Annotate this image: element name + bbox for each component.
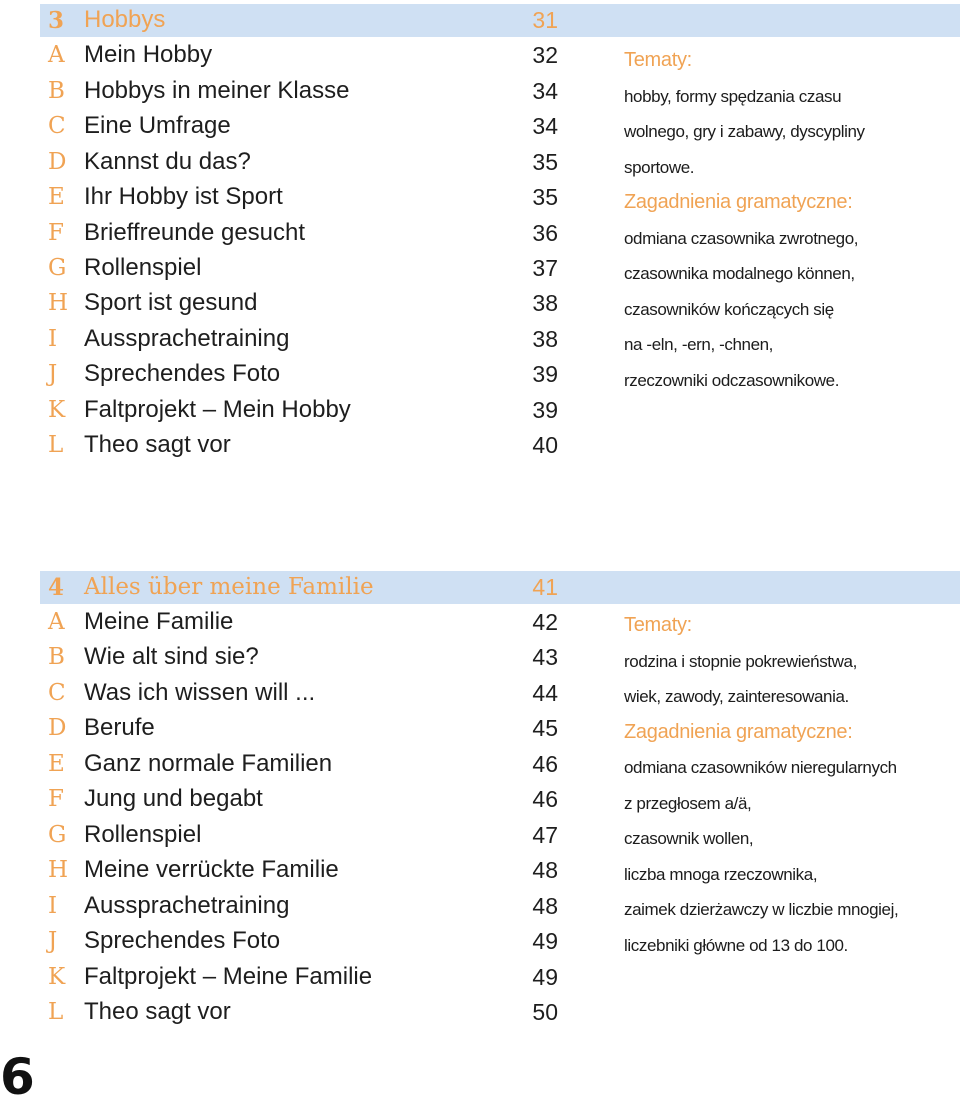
lesson-page: 44 bbox=[532, 679, 558, 706]
lesson-row bbox=[48, 38, 558, 72]
topics-heading: Tematy: bbox=[624, 614, 692, 636]
lesson-row bbox=[48, 924, 558, 958]
lesson-letter: C bbox=[48, 113, 66, 139]
lesson-row bbox=[48, 640, 558, 674]
chapter-page: 41 bbox=[532, 573, 558, 600]
lesson-page: 37 bbox=[532, 254, 558, 281]
lesson-page: 49 bbox=[532, 963, 558, 990]
chapter-3-header bbox=[48, 3, 558, 37]
grammar-heading: Zagadnienia gramatyczne: bbox=[624, 720, 853, 743]
grammar-line: odmiana czasownika zwrotnego, bbox=[624, 228, 859, 248]
lesson-row bbox=[48, 428, 558, 462]
lesson-title: Theo sagt vor bbox=[84, 998, 231, 1025]
lesson-title: Was ich wissen will ... bbox=[84, 679, 316, 706]
lesson-page: 46 bbox=[532, 785, 558, 812]
lesson-letter: C bbox=[48, 680, 66, 706]
lesson-page: 43 bbox=[532, 643, 558, 670]
lesson-letter: K bbox=[48, 964, 66, 990]
chapter-number: 4 bbox=[48, 573, 65, 601]
grammar-line: rzeczowniki odczasownikowe. bbox=[624, 370, 840, 390]
lesson-title: Mein Hobby bbox=[84, 41, 213, 68]
chapter-number: 3 bbox=[48, 6, 65, 34]
topics-line: wiek, zawody, zainteresowania. bbox=[624, 687, 849, 706]
lesson-row bbox=[48, 960, 558, 994]
lesson-page: 34 bbox=[532, 77, 558, 104]
lesson-row bbox=[48, 995, 558, 1029]
lesson-page: 45 bbox=[532, 714, 558, 741]
grammar-line: liczebniki główne od 13 do 100. bbox=[624, 935, 848, 955]
lesson-letter: L bbox=[48, 432, 64, 458]
lesson-row bbox=[48, 747, 558, 781]
lesson-row bbox=[48, 74, 558, 108]
lesson-letter: H bbox=[48, 857, 69, 883]
lesson-page: 46 bbox=[532, 750, 558, 777]
topics-line: rodzina i stopnie pokrewieństwa, bbox=[624, 651, 857, 671]
lesson-letter: H bbox=[48, 290, 69, 316]
lesson-row bbox=[48, 216, 558, 250]
chapter-title: Alles über meine Familie bbox=[84, 574, 374, 600]
lesson-title: Theo sagt vor bbox=[84, 431, 231, 458]
lesson-letter: G bbox=[48, 255, 67, 281]
lesson-row bbox=[48, 393, 558, 427]
lesson-title: Ihr Hobby ist Sport bbox=[84, 183, 283, 210]
lesson-page: 49 bbox=[532, 927, 558, 954]
lesson-page: 38 bbox=[532, 325, 558, 352]
grammar-heading: Zagadnienia gramatyczne: bbox=[624, 191, 853, 213]
lesson-letter: I bbox=[48, 893, 58, 919]
lesson-letter: E bbox=[48, 184, 65, 210]
lesson-title: Hobbys in meiner Klasse bbox=[84, 77, 350, 104]
lesson-row bbox=[48, 605, 558, 639]
lesson-page: 47 bbox=[532, 821, 558, 848]
lesson-page: 36 bbox=[532, 219, 558, 246]
lesson-row bbox=[48, 782, 558, 816]
lesson-title: Sprechendes Foto bbox=[84, 360, 281, 387]
lesson-title: Sport ist gesund bbox=[84, 289, 258, 316]
lesson-page: 32 bbox=[532, 41, 558, 68]
lesson-row bbox=[48, 676, 558, 710]
lesson-title: Faltprojekt – Mein Hobby bbox=[84, 396, 351, 423]
lesson-title: Berufe bbox=[84, 714, 155, 741]
lesson-row bbox=[48, 357, 558, 391]
grammar-line: zaimek dzierżawczy w liczbie mnogiej, bbox=[624, 900, 899, 919]
lesson-title: Aussprachetraining bbox=[84, 892, 290, 919]
lesson-row bbox=[48, 322, 558, 356]
topics-line: hobby, formy spędzania czasu bbox=[624, 86, 842, 106]
grammar-line: liczba mnoga rzeczownika, bbox=[624, 864, 818, 884]
lesson-letter: J bbox=[48, 928, 58, 954]
lesson-letter: I bbox=[48, 326, 58, 352]
lesson-letter: L bbox=[48, 999, 64, 1025]
lesson-title: Eine Umfrage bbox=[84, 112, 231, 139]
lesson-letter: D bbox=[48, 715, 67, 741]
lesson-title: Ganz normale Familien bbox=[84, 750, 333, 777]
chapter-3-info bbox=[624, 43, 954, 398]
topics-line: wolnego, gry i zabawy, dyscypliny bbox=[624, 122, 865, 141]
lesson-page: 48 bbox=[532, 856, 558, 883]
grammar-line: czasowników kończących się bbox=[624, 299, 834, 319]
lesson-title: Wie alt sind sie? bbox=[84, 643, 259, 670]
lesson-letter: G bbox=[48, 822, 67, 848]
chapter-4-info bbox=[624, 608, 954, 963]
lesson-letter: D bbox=[48, 149, 67, 175]
lesson-row bbox=[48, 286, 558, 320]
lesson-letter: F bbox=[48, 786, 64, 812]
lesson-page: 42 bbox=[532, 608, 558, 635]
lesson-letter: J bbox=[48, 361, 58, 387]
lesson-row bbox=[48, 109, 558, 143]
lesson-title: Jung und begabt bbox=[84, 785, 263, 812]
grammar-line: odmiana czasowników nieregularnych bbox=[624, 758, 897, 777]
lesson-page: 39 bbox=[532, 360, 558, 387]
lesson-page: 35 bbox=[532, 183, 558, 210]
lesson-letter: K bbox=[48, 397, 66, 423]
lesson-letter: B bbox=[48, 78, 65, 104]
lesson-title: Kannst du das? bbox=[84, 148, 251, 175]
page-number: 6 bbox=[0, 1048, 33, 1106]
lesson-row bbox=[48, 711, 558, 745]
lesson-title: Sprechendes Foto bbox=[84, 927, 281, 954]
lesson-row bbox=[48, 818, 558, 852]
lesson-letter: A bbox=[48, 609, 65, 635]
lesson-title: Rollenspiel bbox=[84, 821, 202, 848]
grammar-line: czasownika modalnego können, bbox=[624, 264, 855, 283]
lesson-title: Faltprojekt – Meine Familie bbox=[84, 963, 373, 990]
lesson-page: 39 bbox=[532, 396, 558, 423]
lesson-title: Meine Familie bbox=[84, 608, 234, 635]
chapter-title: Hobbys bbox=[84, 6, 166, 33]
lesson-page: 38 bbox=[532, 289, 558, 316]
grammar-line: z przegłosem a/ä, bbox=[624, 793, 752, 813]
lesson-title: Meine verrückte Familie bbox=[84, 856, 339, 883]
lesson-letter: E bbox=[48, 751, 65, 777]
lesson-row bbox=[48, 889, 558, 923]
lesson-page: 34 bbox=[532, 112, 558, 139]
lesson-letter: A bbox=[48, 42, 65, 68]
lesson-page: 48 bbox=[532, 892, 558, 919]
lesson-page: 50 bbox=[532, 998, 558, 1025]
chapter-4-header bbox=[48, 570, 558, 604]
lesson-row bbox=[48, 853, 558, 887]
grammar-line: na -eln, -ern, -chnen, bbox=[624, 335, 774, 354]
topics-line: sportowe. bbox=[624, 157, 695, 177]
lesson-title: Brieffreunde gesucht bbox=[84, 219, 306, 246]
lesson-page: 35 bbox=[532, 148, 558, 175]
grammar-line: czasownik wollen, bbox=[624, 829, 754, 848]
topics-heading: Tematy: bbox=[624, 49, 692, 71]
lesson-page: 40 bbox=[532, 431, 558, 458]
chapter-page: 31 bbox=[532, 6, 558, 33]
lesson-letter: B bbox=[48, 644, 65, 670]
lesson-title: Rollenspiel bbox=[84, 254, 202, 281]
lesson-row bbox=[48, 251, 558, 285]
lesson-letter: F bbox=[48, 220, 64, 246]
lesson-row bbox=[48, 145, 558, 179]
lesson-row bbox=[48, 180, 558, 214]
lesson-title: Aussprachetraining bbox=[84, 325, 290, 352]
